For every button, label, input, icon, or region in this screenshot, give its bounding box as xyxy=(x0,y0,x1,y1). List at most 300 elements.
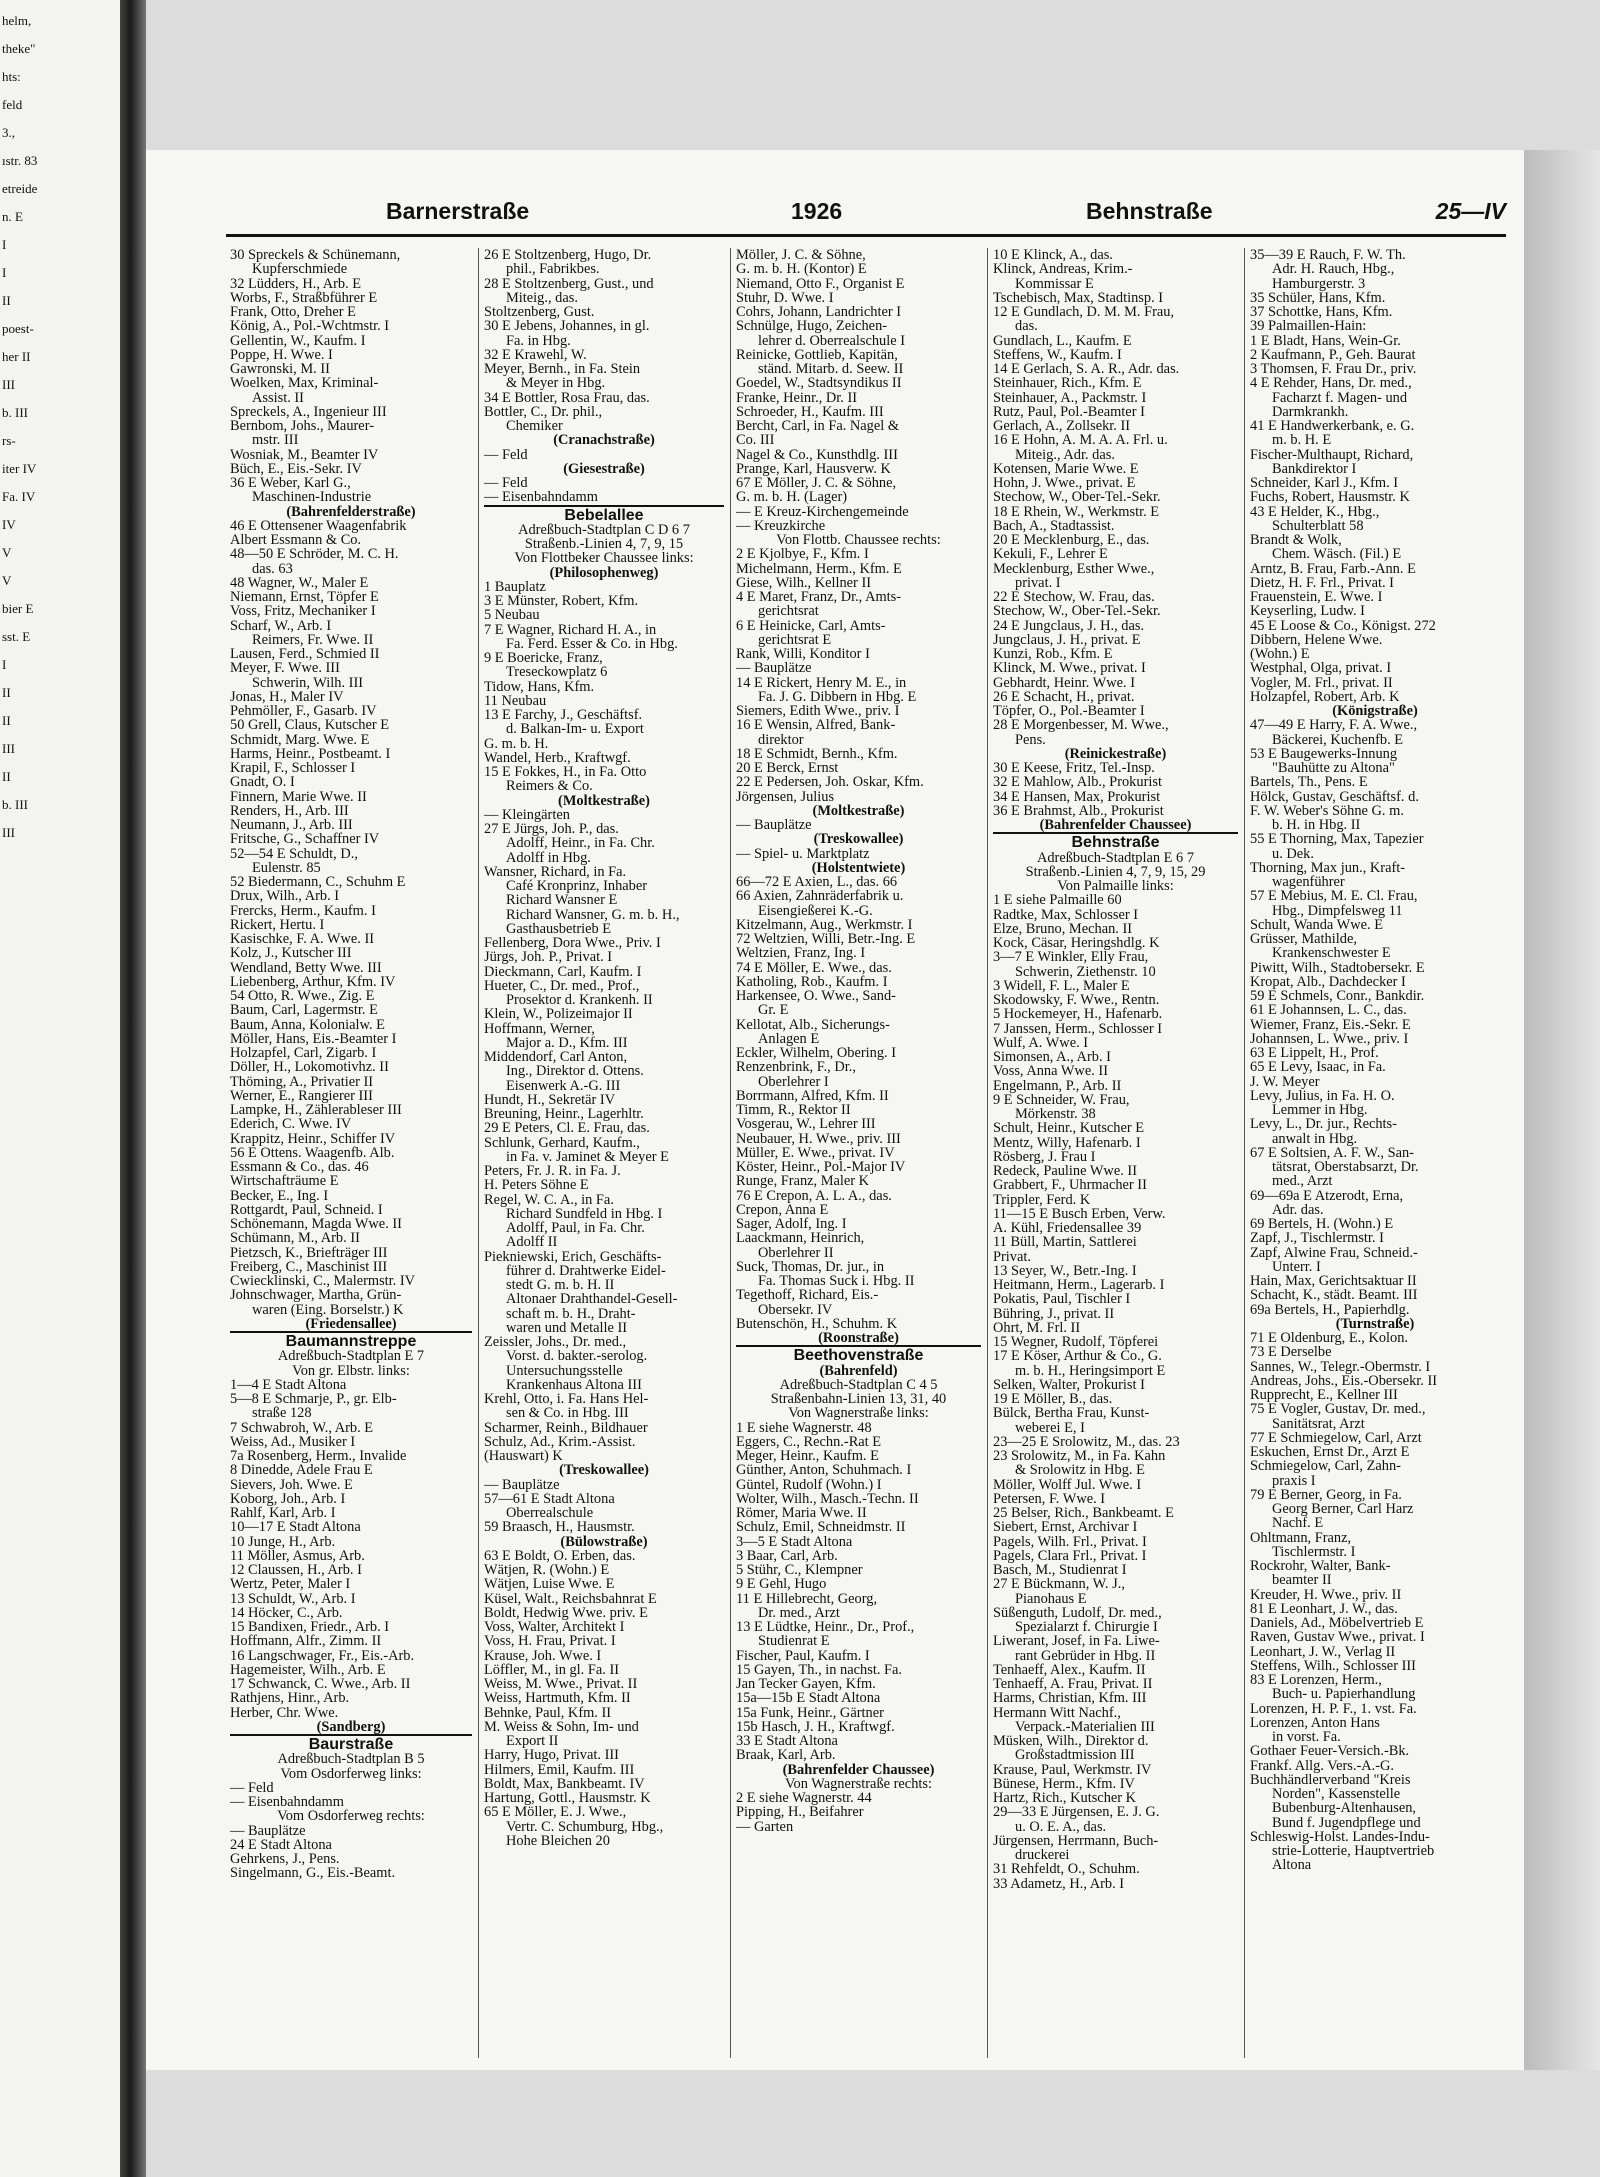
directory-entry-line: Steffens, Wilh., Schlosser III xyxy=(1250,1658,1416,1673)
directory-entry-line: Spezialarzt f. Chirurgie I xyxy=(1015,1620,1158,1635)
directory-entry-line: 1 Bauplatz xyxy=(484,579,546,594)
directory-entry-line: 3 Thomsen, F. Frau Dr., priv. xyxy=(1250,362,1417,377)
directory-entry-line: 47—49 E Harry, F. A. Wwe., xyxy=(1250,718,1418,733)
directory-entry-line: beamter II xyxy=(1272,1573,1332,1588)
directory-entry-line: Ing., Direktor d. Ottens. xyxy=(506,1064,644,1079)
directory-entry-line: Woelken, Max, Kriminal- xyxy=(230,376,379,391)
directory-entry-line: Schulterblatt 58 xyxy=(1272,518,1364,533)
facing-page-text: V xyxy=(2,545,12,560)
directory-entry-line: Peters, Fr. J. R. in Fa. J. xyxy=(484,1164,621,1179)
directory-entry-line: Kreuder, H. Wwe., priv. II xyxy=(1250,1587,1402,1602)
directory-entry-line: Von Wagnerstraße rechts: xyxy=(785,1776,932,1791)
directory-entry-line: 29—33 E Jürgensen, E. J. G. xyxy=(993,1805,1160,1820)
directory-entry-line: 15 E Fokkes, H., in Fa. Otto xyxy=(484,765,647,780)
directory-entry-line: Adreßbuch-Stadtplan E 7 xyxy=(277,1349,425,1364)
directory-entry-line: Tegethoff, Richard, Eis.- xyxy=(736,1288,879,1303)
directory-entry-line: Krapil, F., Schlosser I xyxy=(230,761,356,776)
directory-entry-line: F. W. Weber's Söhne G. m. xyxy=(1250,803,1404,818)
directory-entry-line: Schult, Wanda Wwe. E xyxy=(1250,917,1383,932)
directory-entry-line: Holzapfel, Robert, Arb. K xyxy=(1250,689,1400,704)
directory-entry-line: Krause, Paul, Werkmstr. IV xyxy=(993,1762,1152,1777)
directory-entry-line: sen & Co. in Hbg. III xyxy=(506,1406,629,1421)
directory-entry-line: Zapf, J., Tischlermstr. I xyxy=(1250,1231,1384,1246)
directory-entry-line: Drux, Wilh., Arb. I xyxy=(230,889,340,904)
directory-entry-line: Von Flottbeker Chaussee links: xyxy=(514,551,694,566)
directory-entry-line: Frank, Otto, Dreher E xyxy=(230,305,356,320)
directory-entry-line: — Kleingärten xyxy=(484,807,570,822)
directory-entry-line: 3 E Münster, Robert, Kfm. xyxy=(484,594,639,609)
directory-entry-line: Bäckerei, Kuchenfb. E xyxy=(1272,732,1404,747)
directory-entry-line: Reimers & Co. xyxy=(506,779,593,794)
directory-entry-line: Harms, Christian, Kfm. III xyxy=(993,1691,1147,1706)
facing-page-fragment xyxy=(0,0,120,2177)
directory-entry-line: Fa. Ferd. Esser & Co. in Hbg. xyxy=(506,636,678,651)
directory-entry-line: rant Gebrüder in Hbg. II xyxy=(1015,1648,1156,1663)
directory-entry-line: 54 Otto, R. Wwe., Zig. E xyxy=(230,989,375,1004)
directory-entry-line: Tischlermstr. I xyxy=(1272,1544,1356,1559)
directory-entry-line: Adreßbuch-Stadtplan B 5 xyxy=(277,1752,425,1767)
directory-entry-line: 12 E Gundlach, D. M. M. Frau, xyxy=(993,305,1175,320)
directory-entry-line: Siebert, Ernst, Archivar I xyxy=(993,1520,1138,1535)
directory-entry-line: Raven, Gustav Wwe., privat. I xyxy=(1250,1630,1425,1645)
directory-entry-line: Kellotat, Alb., Sicherungs- xyxy=(736,1017,890,1032)
directory-entry-line: — Eisenbahndamm xyxy=(484,490,598,505)
facing-page-text: II xyxy=(2,713,11,728)
directory-entry-line: Tenhaeff, A. Frau, Privat. II xyxy=(993,1677,1153,1692)
directory-entry-line: — Feld xyxy=(484,476,528,491)
directory-entry-line: Adr. H. Rauch, Hbg., xyxy=(1272,262,1395,277)
directory-entry-line: Sannes, W., Telegr.-Obermstr. I xyxy=(1250,1359,1431,1374)
directory-entry-line: Kupferschmiede xyxy=(252,262,348,277)
directory-entry-line: Neumann, J., Arb. III xyxy=(230,818,353,833)
directory-entry-line: Hain, Max, Gerichtsaktuar II xyxy=(1250,1274,1417,1289)
directory-entry-line: Adolff in Hbg. xyxy=(506,850,591,865)
directory-entry-line: — Feld xyxy=(484,447,528,462)
directory-entry-line: 37 Schottke, Hans, Kfm. xyxy=(1250,305,1393,320)
directory-entry-line: (Bahrenfelder Chaussee) xyxy=(1039,818,1192,833)
directory-entry-line: Renders, H., Arb. III xyxy=(230,803,349,818)
facing-page-text: I xyxy=(2,237,7,252)
directory-entry-line: 69a Bertels, H., Papierhdlg. xyxy=(1250,1302,1410,1317)
directory-entry-line: 56 E Ottens. Waagenfb. Alb. xyxy=(230,1145,395,1160)
directory-entry-line: Meyer, Bernh., in Fa. Stein xyxy=(484,362,641,377)
directory-entry-line: 65 E Levy, Isaac, in Fa. xyxy=(1250,1060,1386,1075)
directory-entry-line: Jörgensen, Julius xyxy=(736,789,835,804)
column-divider xyxy=(478,248,479,2058)
directory-entry-line: 3—7 E Winkler, Elly Frau, xyxy=(993,950,1149,965)
directory-entry-line: Harkensee, O. Wwe., Sand- xyxy=(736,989,896,1004)
directory-entry-line: Mecklenburg, Esther Wwe., xyxy=(993,561,1155,576)
directory-entry-line: (Königstraße) xyxy=(1332,704,1418,719)
directory-entry-line: Schleswig-Holst. Landes-Indu- xyxy=(1250,1829,1430,1844)
directory-entry-line: 27 E Jürgs, Joh. P., das. xyxy=(484,822,619,837)
directory-entry-line: Verpack.-Materialien III xyxy=(1015,1719,1155,1734)
directory-entry-line: Kotensen, Marie Wwe. E xyxy=(993,461,1139,476)
directory-entry-line: Bebelallee xyxy=(484,505,724,523)
directory-entry-line: 15a—15b E Stadt Altona xyxy=(736,1691,881,1706)
directory-entry-line: 67 E Möller, J. C. & Söhne, xyxy=(736,476,897,491)
directory-entry-line: H. Peters Söhne E xyxy=(484,1178,589,1193)
directory-entry-line: Adreßbuch-Stadtplan C 4 5 xyxy=(779,1377,938,1392)
directory-entry-line: 13 Seyer, W., Betr.-Ing. I xyxy=(993,1263,1137,1278)
directory-entry-line: Straßenb.-Linien 4, 7, 9, 15 xyxy=(524,537,684,552)
directory-entry-line: Bercht, Carl, in Fa. Nagel & xyxy=(736,419,900,434)
directory-entry-line: Römer, Maria Wwe. II xyxy=(736,1506,867,1521)
directory-entry-line: 16 E Wensin, Alfred, Bank- xyxy=(736,718,896,733)
facing-page-text: IV xyxy=(2,517,16,532)
facing-page-text: sst. E xyxy=(2,629,31,644)
directory-entry-line: Klinck, Andreas, Krim.- xyxy=(993,262,1133,277)
directory-entry-line: Süßenguth, Ludolf, Dr. med., xyxy=(993,1605,1162,1620)
directory-entry-line: Großstadtmission III xyxy=(1015,1748,1135,1763)
directory-entry-line: Niemann, Ernst, Töpfer E xyxy=(230,590,379,605)
directory-entry-line: 36 E Weber, Karl G., xyxy=(230,476,351,491)
directory-entry-line: G. m. b. H. (Kontor) E xyxy=(736,262,867,277)
directory-entry-line: 13 Schuldt, W., Arb. I xyxy=(230,1591,356,1606)
directory-entry-line: Hölck, Gustav, Geschäftsf. d. xyxy=(1250,789,1419,804)
directory-entry-line: Büch, E., Eis.-Sekr. IV xyxy=(230,461,362,476)
directory-entry-line: Neubauer, H. Wwe., priv. III xyxy=(736,1131,901,1146)
directory-entry-line: Renzenbrink, F., Dr., xyxy=(736,1060,856,1075)
directory-entry-line: Rahlf, Karl, Arb. I xyxy=(230,1506,336,1521)
directory-entry-line: Stoltzenberg, Gust. xyxy=(484,305,595,320)
directory-entry-line: 30 E Keese, Fritz, Tel.-Insp. xyxy=(993,761,1155,776)
directory-entry-line: Küsel, Walt., Reichsbahnrat E xyxy=(484,1591,657,1606)
header-street-end: Behnstraße xyxy=(1086,198,1213,224)
directory-entry-line: privat. I xyxy=(1015,575,1061,590)
directory-entry-line: 29 E Peters, Cl. E. Frau, das. xyxy=(484,1121,650,1136)
directory-entry-line: Siemers, Edith Wwe., priv. I xyxy=(736,704,900,719)
directory-entry-line: Koborg, Joh., Arb. I xyxy=(230,1491,346,1506)
directory-entry-line: Bottler, C., Dr. phil., xyxy=(484,404,603,419)
directory-entry-line: 3—5 E Stadt Altona xyxy=(736,1534,853,1549)
directory-entry-line: Weltzien, Franz, Ing. I xyxy=(736,946,866,961)
directory-entry-line: 7a Rosenberg, Herm., Invalide xyxy=(230,1449,407,1464)
directory-entry-line: Schwerin, Ziethenstr. 10 xyxy=(1015,964,1156,979)
directory-entry-line: Straßenb.-Linien 4, 7, 9, 15, 29 xyxy=(1025,864,1206,879)
directory-entry-line: Krankenhaus Altona III xyxy=(506,1377,642,1392)
directory-entry-line: m. b. H., Heringsimport E xyxy=(1015,1363,1166,1378)
directory-entry-line: 63 E Boldt, O. Erben, das. xyxy=(484,1548,636,1563)
directory-entry-line: Gnadt, O. I xyxy=(230,775,295,790)
directory-entry-line: Schönemann, Magda Wwe. II xyxy=(230,1217,402,1232)
directory-entry-line: Steinhauer, A., Packmstr. I xyxy=(993,390,1147,405)
directory-entry-line: Fellenberg, Dora Wwe., Priv. I xyxy=(484,936,661,951)
directory-entry-line: Breuning, Heinr., Lagerhltr. xyxy=(484,1107,644,1122)
directory-entry-line: Thorning, Max jun., Kraft- xyxy=(1250,860,1406,875)
facing-page-text: V xyxy=(2,573,12,588)
directory-entry-line: & Meyer in Hbg. xyxy=(506,376,606,391)
directory-entry-line: Eggers, C., Rechn.-Rat E xyxy=(736,1434,882,1449)
directory-entry-line: Jonas, H., Maler IV xyxy=(230,689,344,704)
directory-entry-line: 16 Langschwager, Fr., Eis.-Arb. xyxy=(230,1648,415,1663)
directory-entry-line: Kolz, J., Kutscher III xyxy=(230,946,352,961)
directory-entry-line: (Moltkestraße) xyxy=(812,803,905,818)
directory-entry-line: Facharzt f. Magen- und xyxy=(1272,390,1408,405)
directory-entry-line: Rupprecht, E., Kellner III xyxy=(1250,1388,1398,1403)
directory-entry-line: Levy, Julius, in Fa. H. O. xyxy=(1250,1088,1395,1103)
column-divider xyxy=(1244,248,1245,2058)
directory-entry-line: 15 Wegner, Rudolf, Töpferei xyxy=(993,1335,1159,1350)
directory-entry-line: Mörkenstr. 38 xyxy=(1015,1107,1096,1122)
directory-entry-line: Hohn, J. Wwe., privat. E xyxy=(993,476,1136,491)
directory-entry-line: Niemand, Otto F., Organist E xyxy=(736,276,905,291)
directory-entry-line: Suck, Thomas, Dr. jur., in xyxy=(736,1259,885,1274)
directory-entry-line: Petersen, F. Wwe. I xyxy=(993,1491,1106,1506)
directory-entry-line: Nachf. E xyxy=(1272,1516,1324,1531)
directory-entry-line: 75 E Vogler, Gustav, Dr. med., xyxy=(1250,1402,1426,1417)
facing-page-text: Fa. IV xyxy=(2,489,36,504)
directory-entry-line: — Feld xyxy=(230,1780,274,1795)
facing-page-text: 3., xyxy=(2,125,15,140)
directory-entry-line: Bülck, Bertha Frau, Kunst- xyxy=(993,1406,1150,1421)
directory-entry-line: 55 E Thorning, Max, Tapezier xyxy=(1250,832,1424,847)
directory-entry-line: 30 E Jebens, Johannes, in gl. xyxy=(484,319,650,334)
directory-entry-line: Lorenzen, H. P. F., 1. vst. Fa. xyxy=(1250,1701,1417,1716)
directory-entry-line: 5 Hockemeyer, H., Hafenarb. xyxy=(993,1007,1163,1022)
directory-entry-line: (Bülowstraße) xyxy=(560,1534,648,1549)
directory-entry-line: 18 E Schmidt, Bernh., Kfm. xyxy=(736,746,898,761)
facing-page-text: b. III xyxy=(2,797,28,812)
directory-entry-line: 14 E Rickert, Henry M. E., in xyxy=(736,675,907,690)
directory-entry-line: ständ. Mitarb. d. Seew. II xyxy=(758,362,904,377)
directory-entry-line: u. O. E. A., das. xyxy=(1015,1819,1107,1834)
directory-entry-line: Fuchs, Robert, Hausmstr. K xyxy=(1250,490,1410,505)
directory-entry-line: Krause, Joh. Wwe. I xyxy=(484,1648,602,1663)
directory-entry-line: 22 E Stechow, W. Frau, das. xyxy=(993,590,1155,605)
directory-entry-line: Baurstraße xyxy=(230,1734,472,1752)
directory-entry-line: Fa. J. G. Dibbern in Hbg. E xyxy=(758,689,917,704)
directory-entry-line: Herber, Chr. Wwe. xyxy=(230,1705,339,1720)
directory-entry-line: waren (Eing. Borselstr.) K xyxy=(252,1302,404,1317)
directory-entry-line: 28 E Stoltzenberg, Gust., und xyxy=(484,276,654,291)
directory-entry-line: Eisengießerei K.-G. xyxy=(758,903,873,918)
directory-entry-line: 79 E Berner, Georg, in Fa. xyxy=(1250,1487,1402,1502)
directory-entry-line: Vertr. C. Schumburg, Hbg., xyxy=(506,1819,664,1834)
directory-entry-line: Wulf, A. Wwe. I xyxy=(993,1035,1089,1050)
directory-entry-line: 23—25 E Srolowitz, M., das. 23 xyxy=(993,1434,1180,1449)
directory-column-1 xyxy=(230,248,472,2058)
directory-entry-line: mstr. III xyxy=(252,433,299,448)
directory-entry-line: Richard Wansner E xyxy=(506,893,618,908)
directory-entry-line: (Bahrenfelder Chaussee) xyxy=(782,1762,935,1777)
directory-entry-line: 20 E Berck, Ernst xyxy=(736,761,839,776)
directory-entry-line: Lampke, H., Zählerableser III xyxy=(230,1103,402,1118)
directory-entry-line: Pokatis, Paul, Tischler I xyxy=(993,1292,1131,1307)
directory-entry-line: Kropat, Alb., Dachdecker I xyxy=(1250,974,1406,989)
directory-entry-line: druckerei xyxy=(1015,1848,1070,1863)
directory-entry-line: Meger, Heinr., Kaufm. E xyxy=(736,1449,879,1464)
directory-entry-line: Töpfer, O., Pol.-Beamter I xyxy=(993,704,1145,719)
directory-entry-line: Von Wagnerstraße links: xyxy=(788,1406,929,1421)
directory-entry-line: Gawronski, M. II xyxy=(230,362,330,377)
directory-entry-line: Vom Osdorferweg rechts: xyxy=(277,1809,425,1824)
directory-entry-line: Leonhart, J. W., Verlag II xyxy=(1250,1644,1396,1659)
directory-entry-line: 7 Schwabroh, W., Arb. E xyxy=(230,1420,374,1435)
directory-entry-line: Zapf, Alwine Frau, Schneid.- xyxy=(1250,1245,1418,1260)
directory-entry-line: 57 E Mebius, M. E. Cl. Frau, xyxy=(1250,889,1418,904)
facing-page-text: hts: xyxy=(2,69,21,84)
column-divider xyxy=(987,248,988,2058)
directory-entry-line: Adolff, Paul, in Fa. Chr. xyxy=(506,1221,645,1236)
directory-entry-line: Klein, W., Polizeimajor II xyxy=(484,1007,633,1022)
directory-entry-line: 9 E Boericke, Franz, xyxy=(484,651,603,666)
directory-entry-line: Crepon, Anna E xyxy=(736,1202,829,1217)
directory-entry-line: 32 Lüdders, H., Arb. E xyxy=(230,276,362,291)
facing-page-text: I xyxy=(2,657,7,672)
directory-entry-line: Dieckmann, Carl, Kaufm. I xyxy=(484,964,642,979)
directory-entry-line: Hartung, Gottl., Hausmstr. K xyxy=(484,1791,651,1806)
directory-entry-line: Vosgerau, W., Lehrer III xyxy=(736,1117,876,1132)
directory-entry-line: — E Kreuz-Kirchengemeinde xyxy=(736,504,909,519)
directory-entry-line: Meyer, F. Wwe. III xyxy=(230,661,340,676)
directory-entry-line: Pianohaus E xyxy=(1015,1591,1087,1606)
directory-entry-line: Straßenbahn-Linien 13, 31, 40 xyxy=(770,1392,947,1407)
directory-entry-line: Keyserling, Ludw. I xyxy=(1250,604,1365,619)
directory-entry-line: Skodowsky, F. Wwe., Rentn. xyxy=(993,993,1160,1008)
directory-column-5 xyxy=(1250,248,1500,2058)
directory-entry-line: — Spiel- u. Marktplatz xyxy=(736,846,870,861)
directory-entry-line: Singelmann, G., Eis.-Beamt. xyxy=(230,1866,396,1881)
directory-entry-line: Pagels, Clara Frl., Privat. I xyxy=(993,1548,1147,1563)
directory-entry-line: Nagel & Co., Kunsthdlg. III xyxy=(736,447,898,462)
facing-page-text: II xyxy=(2,685,11,700)
directory-entry-line: Johnschwager, Martha, Grün- xyxy=(230,1288,402,1303)
directory-entry-line: — Bauplätze xyxy=(230,1823,306,1838)
directory-entry-line: (Hauswart) K xyxy=(484,1449,563,1464)
directory-entry-line: Brandt & Wolk, xyxy=(1250,533,1342,548)
facing-page-text: b. III xyxy=(2,405,28,420)
directory-entry-line: strie-Lotterie, Hauptvertrieb xyxy=(1272,1844,1435,1859)
facing-page-text: poest- xyxy=(2,321,34,336)
directory-entry-line: Kekuli, F., Lehrer E xyxy=(993,547,1108,562)
directory-entry-line: Behnstraße xyxy=(993,832,1238,850)
directory-entry-line: Laackmann, Heinrich, xyxy=(736,1231,865,1246)
directory-entry-line: schaft m. b. H., Draht- xyxy=(506,1306,636,1321)
directory-entry-line: Gerlach, A., Zollsekr. II xyxy=(993,419,1131,434)
directory-entry-line: 4 E Maret, Franz, Dr., Amts- xyxy=(736,590,902,605)
directory-entry-line: Maschinen-Industrie xyxy=(252,490,372,505)
directory-entry-line: Eisenwerk A.-G. III xyxy=(506,1078,621,1093)
directory-entry-line: Prosektor d. Krankenh. II xyxy=(506,993,653,1008)
directory-entry-line: 67 E Soltsien, A. F. W., San- xyxy=(1250,1145,1414,1160)
directory-entry-line: Adr. das. xyxy=(1272,1202,1324,1217)
directory-entry-line: Rockrohr, Walter, Bank- xyxy=(1250,1559,1391,1574)
directory-entry-line: Pagels, Wilh. Frl., Privat. I xyxy=(993,1534,1147,1549)
directory-entry-line: (Philosophenweg) xyxy=(549,565,659,580)
directory-entry-line: G. m. b. H. xyxy=(484,736,549,751)
directory-entry-line: (Bahrenfelderstraße) xyxy=(286,504,416,519)
directory-entry-line: Bartels, Th., Pens. E xyxy=(1250,775,1368,790)
directory-entry-line: Basch, M., Studienrat I xyxy=(993,1563,1127,1578)
directory-entry-line: Thöming, A., Privatier II xyxy=(230,1074,374,1089)
directory-entry-line: u. Dek. xyxy=(1272,846,1314,861)
directory-entry-line: Lausen, Ferd., Schmied II xyxy=(230,647,380,662)
directory-entry-line: Finnern, Marie Wwe. II xyxy=(230,789,367,804)
directory-entry-line: 69 Bertels, H. (Wohn.) E xyxy=(1250,1217,1394,1232)
directory-entry-line: Hermann Witt Nachf., xyxy=(993,1705,1121,1720)
directory-entry-line: 59 E Schmels, Conr., Bankdir. xyxy=(1250,989,1425,1004)
directory-entry-line: Miteig., das. xyxy=(506,290,578,305)
directory-entry-line: Schmidt, Marg. Wwe. E xyxy=(230,732,370,747)
directory-entry-line: 59 Braasch, H., Hausmstr. xyxy=(484,1520,635,1535)
directory-entry-line: Baumannstreppe xyxy=(230,1331,472,1349)
directory-entry-line: Becker, E., Ing. I xyxy=(230,1188,329,1203)
facing-page-text: rs- xyxy=(2,433,16,448)
directory-entry-line: 74 E Möller, E. Wwe., das. xyxy=(736,960,892,975)
directory-entry-line: Vom Osdorferweg links: xyxy=(280,1766,422,1781)
facing-page-text: theke" xyxy=(2,41,36,56)
directory-entry-line: Wandel, Herb., Kraftwgf. xyxy=(484,750,631,765)
directory-entry-line: tätsrat, Oberstabsarzt, Dr. xyxy=(1272,1160,1419,1175)
directory-entry-line: Butenschön, H., Schuhm. K xyxy=(736,1316,898,1331)
directory-entry-line: Dibbern, Helene Wwe. xyxy=(1250,632,1383,647)
directory-entry-line: anwalt in Hbg. xyxy=(1272,1131,1358,1146)
directory-entry-line: Harry, Hugo, Privat. III xyxy=(484,1748,619,1763)
directory-entry-line: 10 E Klinck, A., das. xyxy=(993,248,1113,263)
directory-entry-line: 72 Weltzien, Willi, Betr.-Ing. E xyxy=(736,932,916,947)
directory-entry-line: Gehrkens, J., Pens. xyxy=(230,1852,340,1867)
directory-entry-line: Buchhändlerverband "Kreis xyxy=(1250,1772,1411,1787)
directory-entry-line: 27 E Bückmann, W. J., xyxy=(993,1577,1125,1592)
directory-entry-line: 14 E Gerlach, S. A. R., Adr. das. xyxy=(993,362,1180,377)
directory-entry-line: Günther, Anton, Schuhmach. I xyxy=(736,1463,912,1478)
directory-entry-line: 35—39 E Rauch, F. W. Th. xyxy=(1250,248,1406,263)
directory-entry-line: Sievers, Joh. Wwe. E xyxy=(230,1477,353,1492)
directory-entry-line: Timm, R., Rektor II xyxy=(736,1103,851,1118)
directory-entry-line: direktor xyxy=(758,732,804,747)
directory-entry-line: Schmiegelow, Carl, Zahn- xyxy=(1250,1459,1401,1474)
directory-entry-line: 61 E Johannsen, L. C., das. xyxy=(1250,1003,1407,1018)
directory-entry-line: Engelmann, P., Arb. II xyxy=(993,1078,1122,1093)
directory-entry-line: Lemmer in Hbg. xyxy=(1272,1103,1368,1118)
directory-entry-line: 2 E siehe Wagnerstr. 44 xyxy=(736,1791,872,1806)
directory-entry-line: J. W. Meyer xyxy=(1250,1074,1320,1089)
directory-entry-line: Norden", Kassenstelle xyxy=(1272,1787,1401,1802)
directory-entry-line: 23 Srolowitz, M., in Fa. Kahn xyxy=(993,1449,1166,1464)
directory-entry-line: 13 E Farchy, J., Geschäftsf. xyxy=(484,708,643,723)
directory-entry-line: 71 E Oldenburg, E., Kolon. xyxy=(1250,1331,1409,1346)
directory-entry-line: Schulz, Ad., Krim.-Assist. xyxy=(484,1434,636,1449)
directory-entry-line: führer d. Drahtwerke Eidel- xyxy=(506,1263,666,1278)
directory-entry-line: 30 Spreckels & Schünemann, xyxy=(230,248,401,263)
directory-entry-line: (Treskowallee) xyxy=(559,1463,649,1478)
directory-entry-line: Major a. D., Kfm. III xyxy=(506,1035,628,1050)
directory-entry-line: 1—4 E Stadt Altona xyxy=(230,1377,347,1392)
directory-entry-line: Gundlach, L., Kaufm. E xyxy=(993,333,1132,348)
directory-entry-line: Co. III xyxy=(736,433,775,448)
directory-entry-line: Schwerin, Wilh. III xyxy=(252,675,364,690)
directory-entry-line: Trippler, Ferd. K xyxy=(993,1192,1091,1207)
directory-entry-line: Albert Essmann & Co. xyxy=(230,533,362,548)
directory-entry-line: Steinhauer, Rich., Kfm. E xyxy=(993,376,1142,391)
directory-entry-line: weberei E, I xyxy=(1015,1420,1085,1435)
directory-entry-line: Dr. med., Arzt xyxy=(758,1605,840,1620)
directory-entry-line: 4 E Rehder, Hans, Dr. med., xyxy=(1250,376,1412,391)
directory-entry-line: — Kreuzkirche xyxy=(736,518,826,533)
directory-entry-line: Sager, Adolf, Ing. I xyxy=(736,1217,847,1232)
directory-entry-line: Scharf, W., Arb. I xyxy=(230,618,332,633)
directory-entry-line: Müller, E. Wwe., privat. IV xyxy=(736,1145,895,1160)
directory-entry-line: Hartz, Rich., Kutscher K xyxy=(993,1791,1137,1806)
directory-entry-line: Eulenstr. 85 xyxy=(252,860,321,875)
directory-entry-line: Von Palmaille links: xyxy=(1057,879,1174,894)
directory-entry-line: Worbs, F., Straßbführer E xyxy=(230,290,378,305)
directory-entry-line: 15 Gayen, Th., in nachst. Fa. xyxy=(736,1662,902,1677)
directory-entry-line: Adolff II xyxy=(506,1235,558,1250)
directory-entry-line: 66 Axien, Zahnräderfabrik u. xyxy=(736,889,904,904)
directory-entry-line: 11 E Hillebrecht, Georg, xyxy=(736,1591,878,1606)
